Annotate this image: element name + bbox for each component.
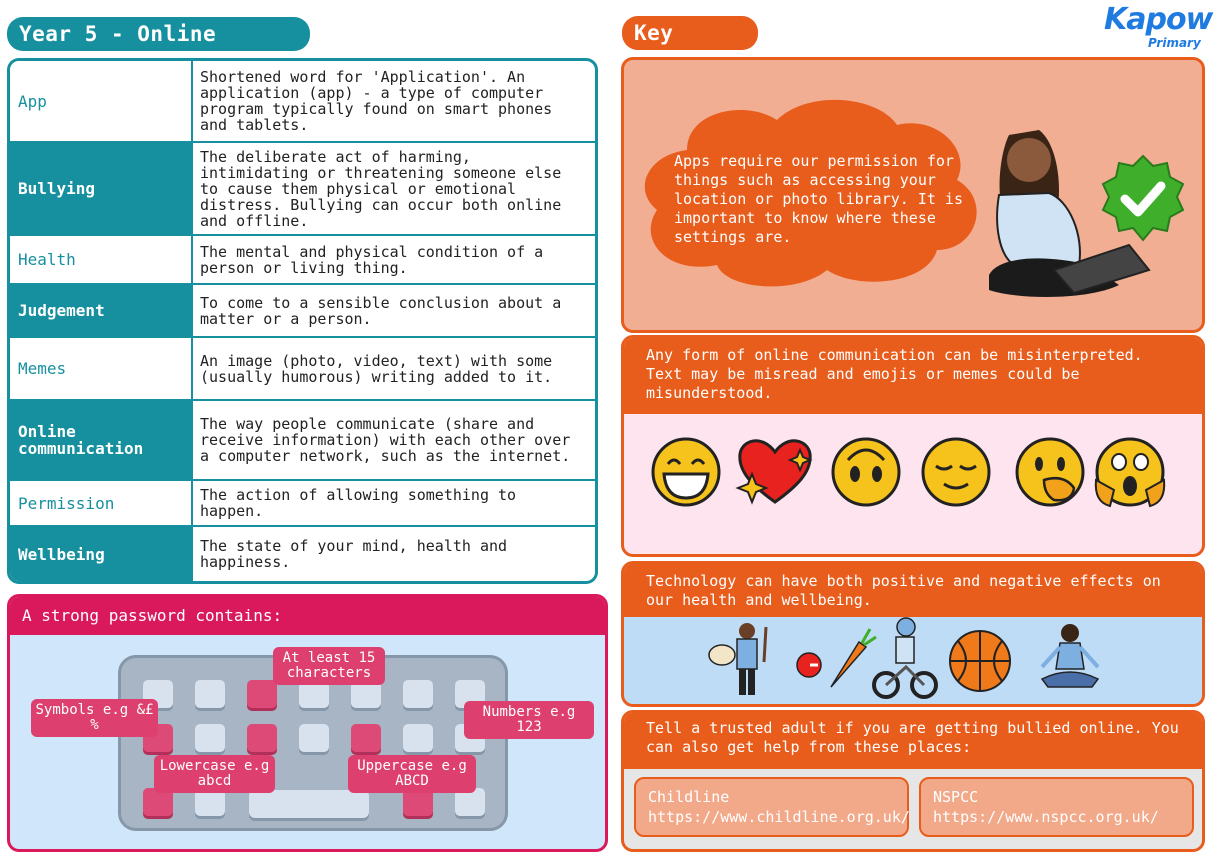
scream-emoji-icon	[1090, 432, 1170, 512]
definition-cell: To come to a sensible conclusion about a matter or a person.	[200, 293, 562, 328]
table-row	[10, 143, 595, 236]
carrot-illustration	[831, 629, 876, 687]
permissions-panel	[621, 57, 1205, 333]
definition-cell: The action of allowing something to happen.	[200, 486, 517, 520]
kapow-logo	[1098, 2, 1213, 54]
nspcc-card[interactable]	[919, 777, 1194, 837]
term-cell: Memes	[10, 338, 193, 399]
definition-cell: The deliberate act of harming, intimidating or threatening someone else to cause them physical or emotional distress. Bullying can occur both online and offline.	[200, 147, 562, 230]
misinterpretation-text: Any form of online communication can be misinterpreted. Text may be misread and emojis or memes could be misunderstood.	[624, 338, 1202, 414]
password-section	[7, 594, 608, 852]
technology-text: Technology can have both positive and negative effects on our health and wellbeing.	[624, 564, 1202, 617]
basketball-illustration	[950, 631, 1010, 691]
laughing-emoji-icon	[650, 436, 722, 508]
definition-cell: An image (photo, video, text) with some (usually humorous) writing added to it.	[200, 351, 553, 386]
trusted-adult-text: Tell a trusted adult if you are getting bullied online. You can also get help from these places:	[624, 713, 1202, 769]
sparkling-heart-icon	[734, 432, 816, 506]
table-row	[10, 401, 595, 481]
technology-panel	[621, 561, 1205, 707]
key-facts-title: Key	[622, 16, 758, 50]
vocabulary-table	[7, 58, 598, 584]
term-cell: Wellbeing	[10, 527, 193, 581]
uppercase-tag: Uppercase e.g ABCD	[348, 755, 476, 793]
hand-over-mouth-emoji-icon	[1014, 436, 1086, 508]
nspcc-name: NSPCC	[933, 788, 979, 806]
help-panel	[621, 710, 1205, 852]
wellbeing-illustrations	[624, 617, 1202, 705]
childline-card[interactable]	[634, 777, 909, 837]
table-row	[10, 61, 595, 143]
logo-main: Kapow	[1104, 2, 1213, 37]
length-tag: At least 15 characters	[273, 647, 385, 685]
term-cell: Bullying	[10, 143, 193, 234]
term-cell: Online communication	[10, 401, 193, 479]
child-painting-illustration	[709, 623, 766, 695]
permissions-text: Apps require our permission for things such as accessing your location or photo library. It is important to know where these settings are.	[674, 152, 963, 246]
term-cell: Judgement	[10, 285, 193, 336]
definition-cell: Shortened word for 'Application'. An application (app) - a type of computer program typically found on smart phones and tablets.	[200, 68, 553, 134]
childline-url[interactable]: https://www.childline.org.uk/	[648, 808, 910, 826]
page-title: Year 5 - Online	[7, 17, 310, 51]
term-cell: App	[10, 61, 193, 141]
password-heading: A strong password contains:	[10, 597, 605, 635]
meditating-person-illustration	[1042, 624, 1098, 687]
logo-sub: Primary	[1148, 36, 1201, 50]
table-row	[10, 481, 595, 527]
table-row	[10, 285, 595, 338]
table-row	[10, 338, 595, 401]
term-cell: Health	[10, 236, 193, 283]
apple-illustration	[797, 653, 821, 677]
surprised-emoji-icon	[830, 436, 902, 508]
childline-name: Childline	[648, 788, 730, 806]
table-row	[10, 236, 595, 285]
nspcc-url[interactable]: https://www.nspcc.org.uk/	[933, 808, 1159, 826]
definition-cell: The state of your mind, health and happiness.	[200, 537, 508, 571]
definition-cell: The way people communicate (share and receive information) with each other over a computer network, such as the internet.	[200, 415, 571, 465]
lowercase-tag: Lowercase e.g abcd	[154, 755, 275, 793]
relieved-emoji-icon	[920, 436, 992, 508]
cyclist-illustration	[874, 618, 936, 697]
numbers-tag: Numbers e.g 123	[464, 701, 594, 739]
misinterpretation-panel	[621, 335, 1205, 557]
symbols-tag: Symbols e.g &£%	[31, 699, 158, 737]
term-cell: Permission	[10, 481, 193, 525]
definition-cell: The mental and physical condition of a person or living thing.	[200, 242, 544, 277]
table-row	[10, 527, 595, 581]
green-check-badge-icon	[1098, 154, 1188, 244]
